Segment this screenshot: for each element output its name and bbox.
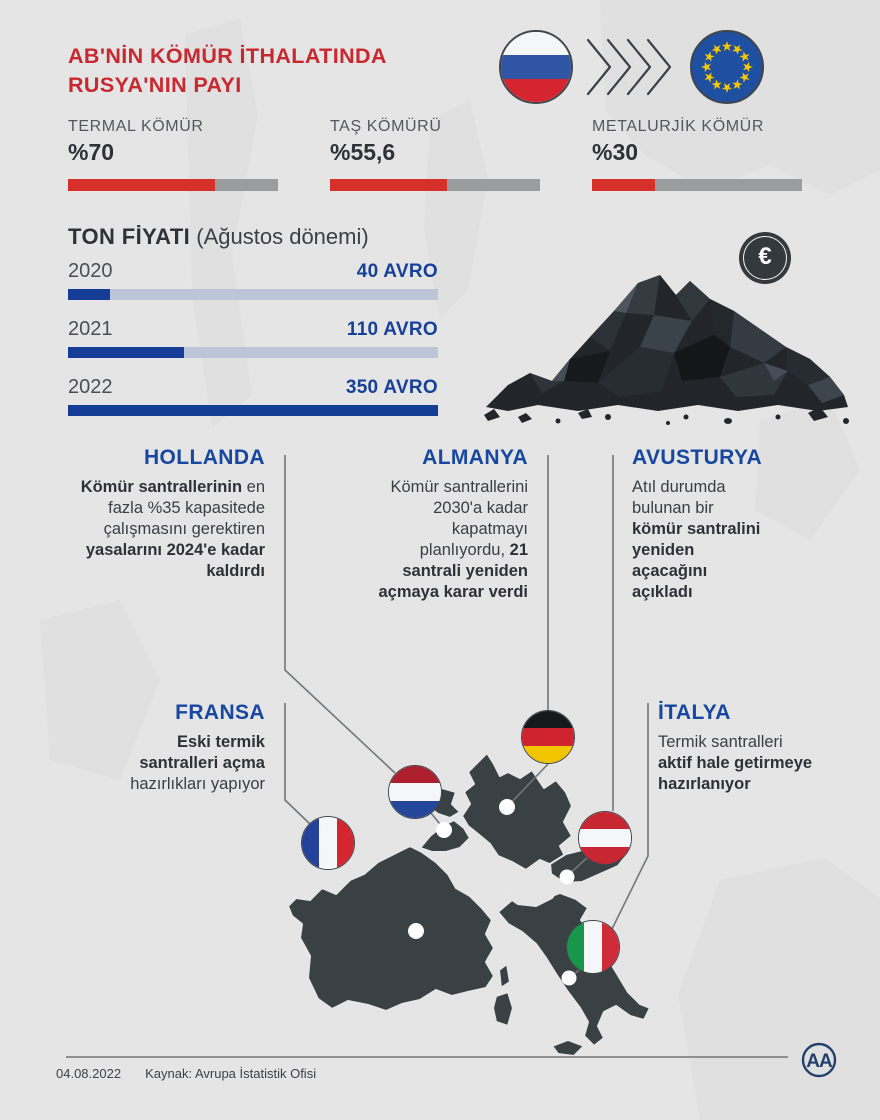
country-block-avusturya xyxy=(632,446,764,603)
price-row-2022 xyxy=(68,376,438,416)
stat-value: %30 xyxy=(592,139,639,165)
stat-termal-komur xyxy=(68,118,278,191)
map-france xyxy=(288,846,494,1011)
country-description: Kömür santrallerinin en fazla %35 kapasitede çalışmasını gerektiren yasalarını 2024'e kadar kaldırdı xyxy=(80,478,265,580)
stat-progress-bar xyxy=(68,179,278,191)
country-title: İTALYA xyxy=(658,701,731,724)
stat-tas-komuru xyxy=(330,118,540,191)
stat-progress-bar xyxy=(592,179,802,191)
price-title-note: (Ağustos dönemi) xyxy=(190,224,369,249)
price-year: 2021 xyxy=(68,318,113,340)
leader-fransa xyxy=(285,703,310,824)
footer-divider xyxy=(66,1056,788,1058)
europe-map xyxy=(288,753,650,1056)
map-corsica xyxy=(499,964,510,988)
eu-flag-icon xyxy=(690,30,764,104)
map-germany xyxy=(462,753,572,870)
coal-pile-illustration xyxy=(478,255,858,430)
page-title-line1: AB'NİN KÖMÜR İTHALATINDA xyxy=(68,44,387,68)
price-value: 40 AVRO xyxy=(356,261,438,282)
price-bar-chart xyxy=(68,260,438,434)
footer-source: Kaynak: Avrupa İstatistik Ofisi xyxy=(145,1066,317,1081)
marker-france xyxy=(408,923,424,939)
country-description: Eski termik santralleri açma hazırlıkları yapıyor xyxy=(130,733,265,793)
country-title: AVUSTURYA xyxy=(632,446,763,469)
country-description: Termik santralleri aktif hale getirmeye hazırlanıyor xyxy=(658,733,813,793)
stat-progress-fill xyxy=(330,179,447,191)
france-flag-icon xyxy=(301,816,355,870)
price-bar-fill xyxy=(68,405,438,416)
price-bar-fill xyxy=(68,289,110,300)
page-title xyxy=(68,42,387,100)
price-bar xyxy=(68,289,438,300)
stat-progress-fill xyxy=(592,179,655,191)
marker-italy xyxy=(562,971,577,986)
price-value: 350 AVRO xyxy=(345,377,438,398)
marker-austria xyxy=(560,870,575,885)
marker-netherlands xyxy=(436,822,452,838)
country-title: HOLLANDA xyxy=(143,446,265,469)
map-italy xyxy=(498,893,650,1046)
price-year: 2020 xyxy=(68,260,113,282)
price-bar xyxy=(68,347,438,358)
country-block-fransa xyxy=(100,701,265,795)
stat-label: TERMAL KÖMÜR xyxy=(68,118,204,135)
stat-progress-bar xyxy=(330,179,540,191)
map-sardinia xyxy=(493,992,513,1026)
marker-germany xyxy=(499,799,515,815)
euro-coin-icon xyxy=(739,232,791,284)
price-row-2020 xyxy=(68,260,438,300)
stat-value: %70 xyxy=(68,139,115,165)
footer-text xyxy=(56,1066,316,1081)
price-value: 110 AVRO xyxy=(346,319,438,340)
price-bar xyxy=(68,405,438,416)
stat-value: %55,6 xyxy=(330,139,396,165)
stat-label: TAŞ KÖMÜRÜ xyxy=(330,118,442,135)
italy-flag-icon xyxy=(566,920,620,974)
country-title: FRANSA xyxy=(175,701,265,724)
price-title-bold: TON FİYATI xyxy=(68,224,191,249)
country-block-italya xyxy=(658,701,818,795)
stat-metalurjik-komur xyxy=(592,118,802,191)
map-sicily xyxy=(552,1040,584,1056)
price-year: 2022 xyxy=(68,376,113,398)
country-description: Kömür santrallerini 2030'a kadar kapatmayı planlıyordu, 21 santrali yeniden açmaya karar verdi xyxy=(378,478,528,601)
page-title-line2: RUSYA'NIN PAYI xyxy=(68,73,242,97)
price-row-2021 xyxy=(68,318,438,358)
euro-symbol: € xyxy=(758,243,772,270)
germany-flag-icon xyxy=(521,710,575,764)
netherlands-flag-icon xyxy=(388,765,442,819)
chevrons-right-icon xyxy=(583,37,688,97)
russia-flag-icon xyxy=(499,30,573,104)
euro-coin-ring xyxy=(743,236,787,280)
austria-flag-icon xyxy=(578,811,632,865)
country-block-hollanda xyxy=(60,446,265,582)
country-title: ALMANYA xyxy=(422,446,528,469)
aa-agency-logo xyxy=(796,1038,842,1084)
aa-logo-text: AA xyxy=(806,1051,832,1072)
country-description: Atıl durumda bulunan bir kömür santralini yeniden açacağını açıkladı xyxy=(632,478,761,601)
footer-date: 04.08.2022 xyxy=(56,1066,122,1081)
stat-label: METALURJİK KÖMÜR xyxy=(592,118,764,135)
stat-progress-fill xyxy=(68,179,215,191)
country-block-almanya xyxy=(363,446,528,603)
price-section-title xyxy=(68,224,369,250)
price-bar-fill xyxy=(68,347,184,358)
